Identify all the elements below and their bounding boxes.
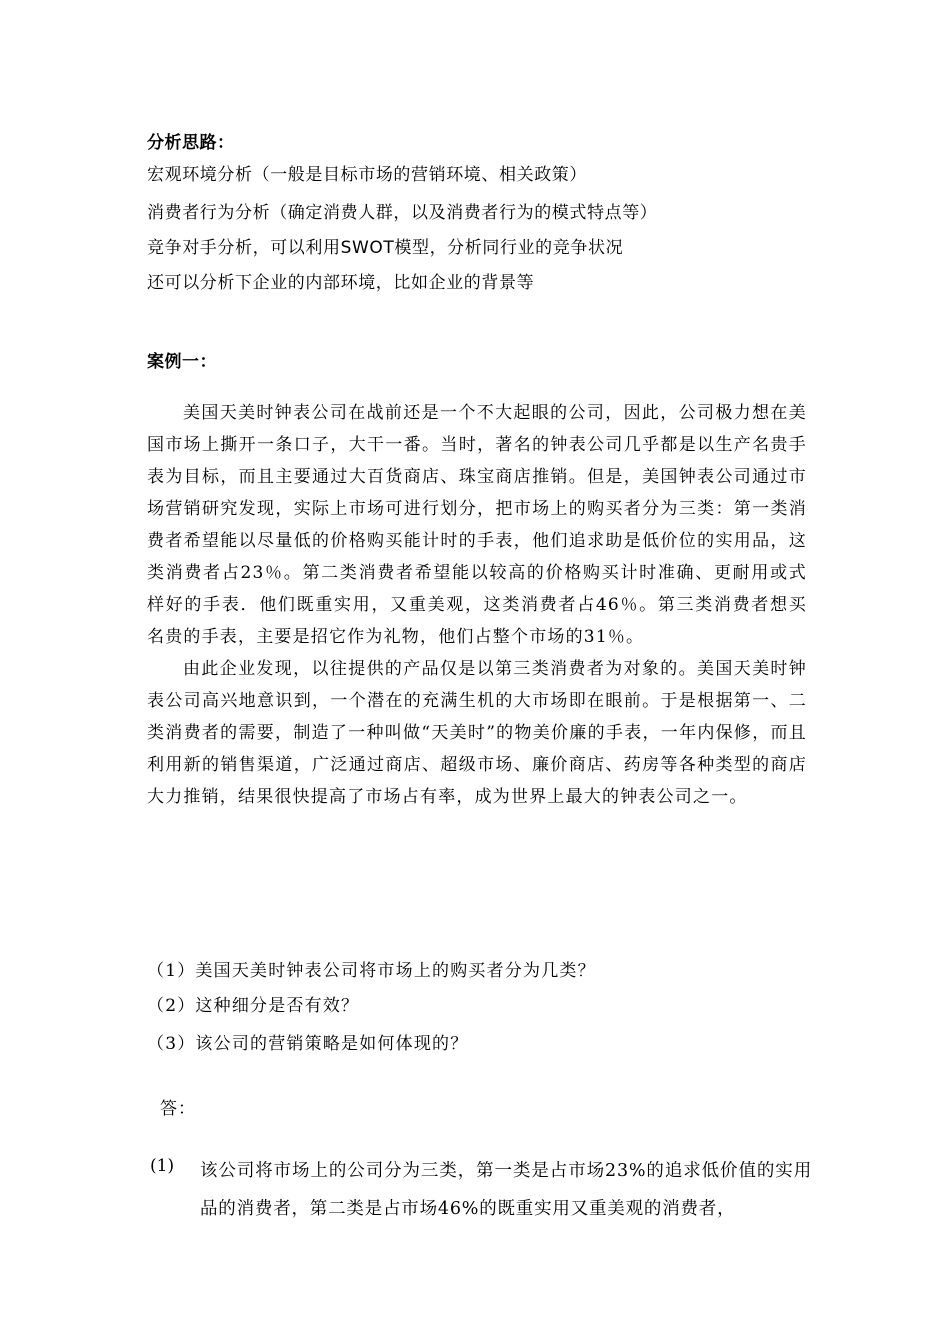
analysis-line: 消费者行为分析（确定消费人群，以及消费者行为的模式特点等） <box>147 203 658 223</box>
answer-item-text: 该公司将市场上的公司分为三类，第一类是占市场23%的追求低价值的实用品的消费者，第二类是占市场46%的既重实用又重美观的消费者， <box>200 1161 812 1219</box>
analysis-line: 还可以分析下企业的内部环境，比如企业的背景等 <box>147 273 535 293</box>
case-paragraph: 由此企业发现，以往提供的产品仅是以第三类消费者为对象的。美国天美时钟表公司高兴地意识到，一个潜在的充满生机的大市场即在眼前。于是根据第一、二类消费者的需要，制造了一种叫做“天美时”的物美价廉的手表，一年内保修，而且利用新的销售渠道，广泛通过商店、超级市场、廉价商店、药房等各种类型的商店大力推销，结果很快提高了市场占有率，成为世界上最大的钟表公司之一。 <box>147 659 807 807</box>
analysis-line: 竞争对手分析，可以利用SWOT模型，分析同行业的竞争状况 <box>147 238 624 258</box>
analysis-line: 宏观环境分析（一般是目标市场的营销环境、相关政策） <box>147 165 587 185</box>
case-heading: 案例一： <box>147 352 217 372</box>
case-question: （1）美国天美时钟表公司将市场上的购买者分为几类？ <box>147 961 596 981</box>
case-question: （3）该公司的营销策略是如何体现的？ <box>147 1034 469 1054</box>
answer-item-number: (1) <box>150 1156 175 1176</box>
answer-label: 答： <box>160 1099 196 1119</box>
case-body <box>147 397 807 813</box>
case-question: （2）这种细分是否有效？ <box>147 996 360 1016</box>
case-paragraph: 美国天美时钟表公司在战前还是一个不大起眼的公司，因此，公司极力想在美国市场上撕开一条口子，大干一番。当时，著名的钟表公司几乎都是以生产名贵手表为目标，而且主要通过大百货商店、珠宝商店推销。但是，美国钟表公司通过市场营销研究发现，实际上市场可进行划分，把市场上的购买者分为三类：第一类消费者希望能以尽量低的价格购买能计时的手表，他们追求助是低价位的实用品，这类消费者占23％。第二类消费者希望能以较高的价格购买计时准确、更耐用或式样好的手表．他们既重实用，又重美观，这类消费者占46％。第三类消费者想买名贵的手表，主要是招它作为礼物，他们占整个市场的31％。 <box>147 403 807 647</box>
analysis-heading: 分析思路： <box>147 133 235 153</box>
